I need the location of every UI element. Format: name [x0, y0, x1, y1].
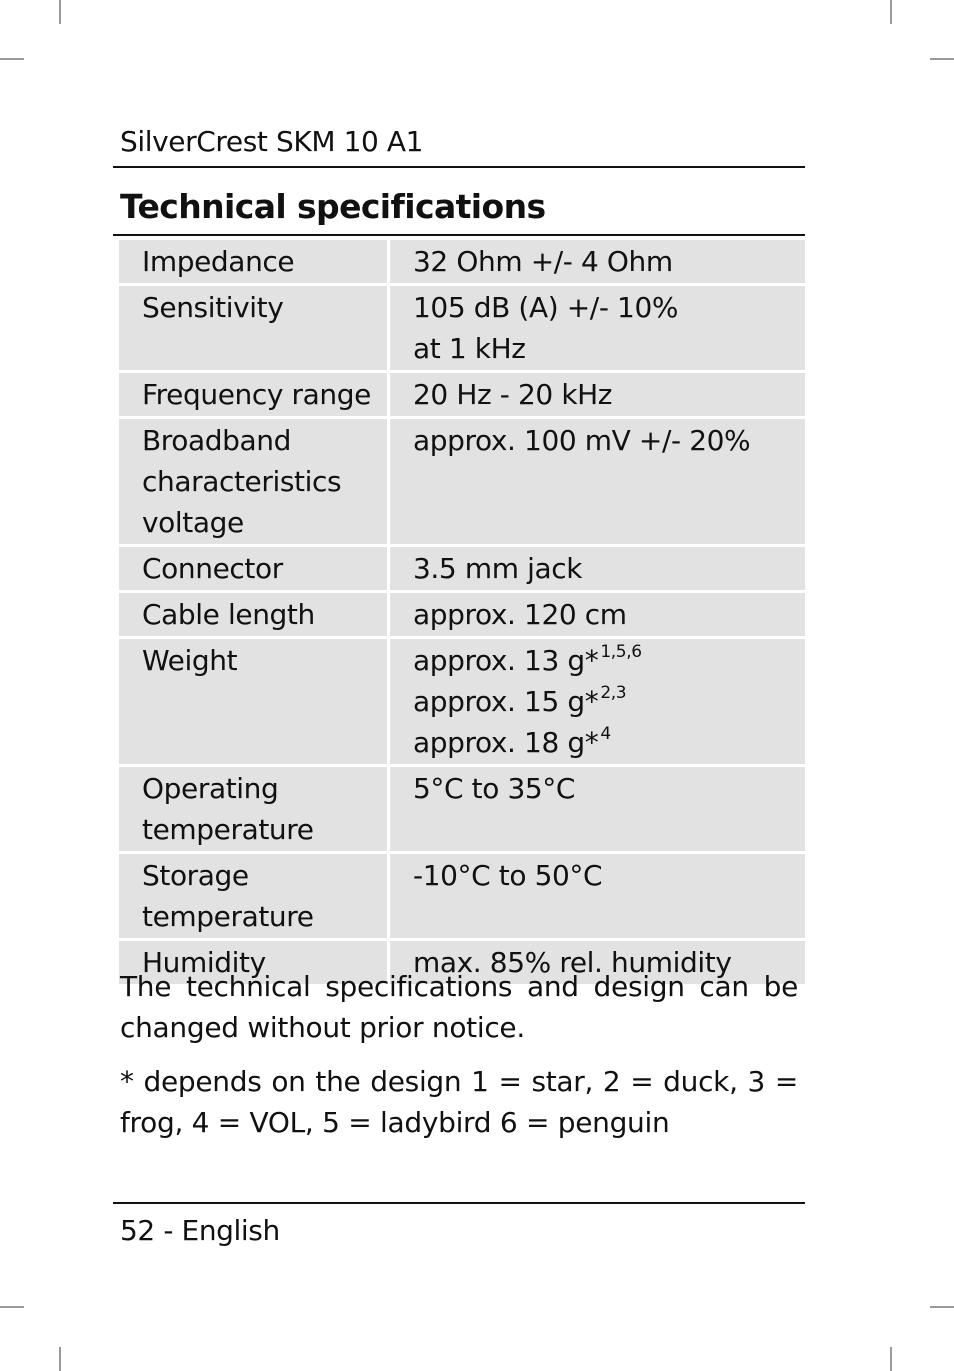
- spec-row: [119, 418, 805, 546]
- spec-label: [119, 372, 389, 418]
- crop-mark: [930, 1306, 954, 1308]
- spec-label-line: Operating: [142, 772, 279, 805]
- spec-value-text: 5°C to 35°C: [413, 772, 576, 805]
- crop-mark: [59, 1347, 61, 1371]
- crop-mark: [890, 0, 892, 24]
- spec-label: [119, 766, 389, 853]
- spec-value-line: [413, 722, 805, 763]
- spec-value-line: [413, 640, 805, 681]
- spec-value-line: [413, 420, 805, 461]
- page-number: 52 - English: [120, 1214, 280, 1247]
- spec-value-line: [413, 855, 805, 896]
- spec-value-text: 20 Hz - 20 kHz: [413, 378, 613, 411]
- spec-value-text: max. 85% rel. humidity: [413, 946, 732, 979]
- spec-row: [119, 240, 805, 285]
- spec-value-line: [413, 287, 805, 328]
- spec-value: [389, 638, 806, 766]
- spec-value: [389, 418, 806, 546]
- spec-label-line: Storage: [142, 859, 249, 892]
- spec-value-text: approx. 15 g*: [413, 685, 599, 718]
- spec-value-text: approx. 120 cm: [413, 598, 627, 631]
- spec-label: [119, 592, 389, 638]
- spec-value-line: [413, 768, 805, 809]
- spec-row: [119, 592, 805, 638]
- spec-value: [389, 372, 806, 418]
- spec-value-text: approx. 13 g*: [413, 644, 599, 677]
- spec-value-text: 32 Ohm +/- 4 Ohm: [413, 245, 673, 278]
- spec-row: [119, 546, 805, 592]
- design-footnote: * depends on the design 1 = star, 2 = duck, 3 = frog, 4 = VOL, 5 = ladybird 6 = penguin: [120, 1065, 798, 1139]
- change-notice: The technical specifications and design can be changed without prior notice.: [120, 970, 798, 1044]
- spec-label-line: Connector: [142, 552, 283, 585]
- spec-table: [119, 240, 805, 984]
- spec-value-text: approx. 18 g*: [413, 726, 599, 759]
- spec-label-line: voltage: [142, 506, 244, 539]
- header-rule: [113, 166, 805, 168]
- spec-value-line: [413, 548, 805, 589]
- spec-label: [119, 240, 389, 285]
- spec-value: [389, 766, 806, 853]
- spec-row: [119, 766, 805, 853]
- spec-value-line: [413, 374, 805, 415]
- footnote-ref: 2,3: [600, 683, 627, 703]
- crop-mark: [0, 58, 24, 60]
- spec-label-line: Humidity: [142, 946, 266, 979]
- spec-value-text: -10°C to 50°C: [413, 859, 603, 892]
- spec-label-line: characteristics: [142, 465, 342, 498]
- crop-mark: [59, 0, 61, 24]
- spec-label-line: Broadband: [142, 424, 292, 457]
- spec-label-line: Impedance: [142, 245, 295, 278]
- spec-value: [389, 853, 806, 940]
- spec-row: [119, 853, 805, 940]
- spec-value: [389, 240, 806, 285]
- crop-mark: [890, 1347, 892, 1371]
- section-title: Technical specifications: [120, 187, 546, 226]
- spec-label-line: Cable length: [142, 598, 315, 631]
- spec-label: [119, 418, 389, 546]
- spec-value-text: approx. 100 mV +/- 20%: [413, 424, 751, 457]
- spec-table-body: [119, 240, 805, 984]
- crop-mark: [0, 1306, 24, 1308]
- spec-value-text: 105 dB (A) +/- 10%: [413, 291, 679, 324]
- spec-label-line: temperature: [142, 813, 314, 846]
- spec-row: [119, 638, 805, 766]
- spec-value-line: [413, 681, 805, 722]
- spec-label: [119, 546, 389, 592]
- spec-value: [389, 285, 806, 372]
- spec-value-text: at 1 kHz: [413, 332, 526, 365]
- footnote-ref: 1,5,6: [600, 642, 642, 662]
- product-title: SilverCrest SKM 10 A1: [120, 125, 424, 158]
- spec-value-line: [413, 594, 805, 635]
- spec-label: [119, 285, 389, 372]
- spec-value-text: 3.5 mm jack: [413, 552, 583, 585]
- spec-value: [389, 546, 806, 592]
- spec-row: [119, 372, 805, 418]
- footer-rule: [113, 1202, 805, 1204]
- spec-value-line: [413, 241, 805, 282]
- footnote-ref: 4: [600, 724, 611, 744]
- spec-label: [119, 853, 389, 940]
- spec-value: [389, 592, 806, 638]
- spec-label-line: temperature: [142, 900, 314, 933]
- spec-label-line: Weight: [142, 644, 238, 677]
- spec-label-line: Sensitivity: [142, 291, 284, 324]
- section-rule: [113, 234, 805, 236]
- spec-value-line: [413, 328, 805, 369]
- spec-label: [119, 638, 389, 766]
- crop-mark: [930, 58, 954, 60]
- spec-label-line: Frequency range: [142, 378, 371, 411]
- spec-row: [119, 285, 805, 372]
